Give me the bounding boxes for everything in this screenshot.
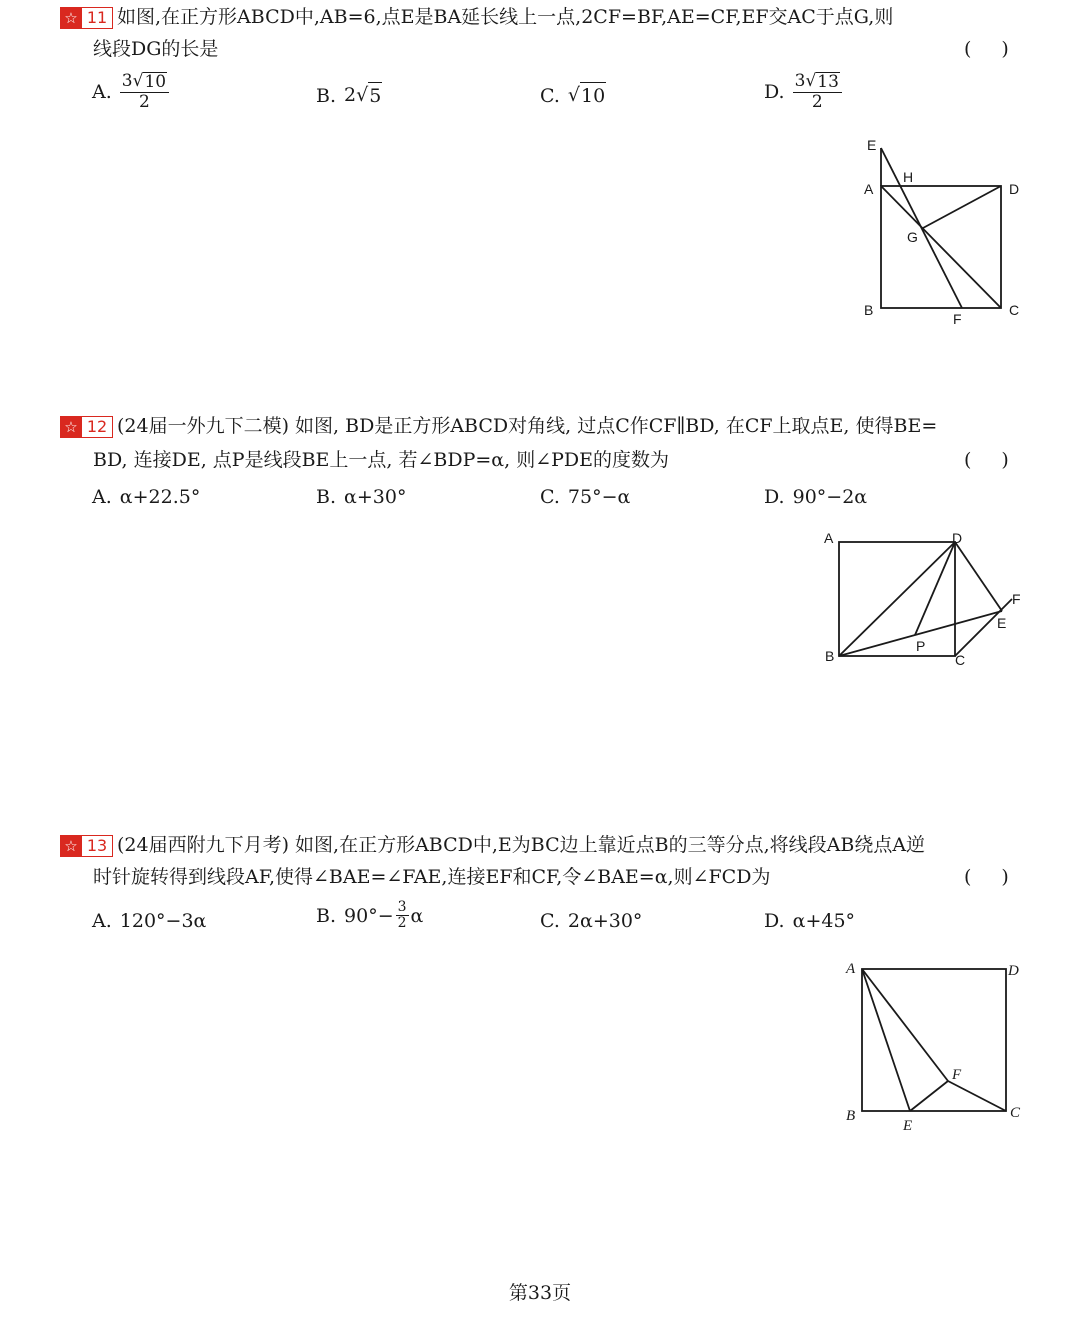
- option-c[interactable]: [540, 908, 642, 934]
- label-f: F: [953, 311, 962, 327]
- option-d[interactable]: [764, 72, 842, 112]
- option-value: 75°−α: [567, 486, 631, 508]
- figure-12: [815, 525, 1035, 679]
- option-letter: D.: [764, 81, 785, 103]
- option-d[interactable]: [764, 908, 855, 934]
- star-icon: ☆: [60, 416, 82, 438]
- option-value: α+45°: [792, 910, 856, 932]
- option-letter: C.: [540, 910, 560, 932]
- option-a[interactable]: [92, 484, 200, 510]
- option-b[interactable]: [316, 484, 406, 510]
- question-13-text-1: (24届西附九下月考) 如图,在正方形ABCD中,E为BC边上靠近点B的三等分点,将线段AB绕点A逆: [117, 834, 926, 856]
- option-fraction: 3√ 13 2: [793, 72, 842, 112]
- segment-cf: [948, 1081, 1006, 1111]
- option-c[interactable]: [540, 82, 606, 109]
- segment-dg: [923, 186, 1001, 228]
- option-value: α+22.5°: [119, 486, 201, 508]
- segment-af: [862, 969, 948, 1081]
- segment-ef: [910, 1081, 948, 1111]
- question-12-text-1: (24届一外九下二模) 如图, BD是正方形ABCD对角线, 过点C作CF∥BD, 在CF上取点E, 使得BE=: [117, 415, 938, 437]
- question-12-line2: BD, 连接DE, 点P是线段BE上一点, 若∠BDP=α, 则∠PDE的度数为: [93, 449, 670, 471]
- option-letter: A.: [92, 81, 112, 103]
- label-p: P: [916, 638, 926, 654]
- option-b[interactable]: [316, 900, 423, 931]
- label-e: E: [867, 137, 877, 153]
- option-d[interactable]: [764, 484, 867, 510]
- answer-paren: (): [964, 38, 1039, 60]
- diagonal-ac: [881, 186, 1001, 308]
- question-13-line2: 时针旋转得到线段AF,使得∠BAE=∠FAE,连接EF和CF,令∠BAE=α,则∠FCD为: [93, 866, 771, 888]
- question-number: 13: [82, 835, 113, 857]
- option-value: 2α+30°: [567, 910, 643, 932]
- option-fraction: 3√ 10 2: [120, 72, 169, 112]
- label-b: B: [864, 302, 874, 318]
- option-value: 2√ 5: [344, 84, 382, 107]
- label-a: A: [824, 530, 834, 546]
- question-number: 12: [82, 416, 113, 438]
- option-value-pre: 90°−: [344, 904, 394, 927]
- label-d: D: [1009, 181, 1020, 197]
- option-value: 90°−2α: [792, 486, 868, 508]
- label-e: E: [997, 615, 1007, 631]
- option-letter: D.: [764, 910, 785, 932]
- question-11-badge: [60, 7, 113, 29]
- label-d: D: [1008, 963, 1019, 979]
- label-g: G: [907, 229, 918, 245]
- option-letter: B.: [316, 486, 337, 508]
- square-abcd: [862, 969, 1006, 1111]
- geometry-diagram: [840, 955, 1030, 1140]
- answer-paren: (): [964, 866, 1039, 888]
- question-number: 11: [82, 7, 113, 29]
- label-b: B: [846, 1108, 856, 1124]
- diagonal-bd: [839, 542, 955, 656]
- label-e: E: [903, 1118, 913, 1134]
- label-c: C: [1009, 302, 1020, 318]
- option-fraction: $\frac{3}{2}$: [397, 899, 407, 931]
- question-13-badge: [60, 835, 113, 857]
- segment-de: [955, 542, 1002, 611]
- question-13-line1: [60, 832, 925, 858]
- option-value: √ 10: [567, 84, 606, 107]
- geometry-diagram: [855, 130, 1035, 330]
- option-value: α+30°: [344, 486, 407, 508]
- figure-11: [855, 130, 1035, 334]
- question-12-badge: [60, 416, 113, 438]
- question-12-line1: [60, 413, 937, 439]
- option-letter: B.: [316, 904, 337, 927]
- geometry-diagram: [815, 525, 1035, 675]
- segment-dp: [915, 542, 955, 635]
- option-a[interactable]: [92, 908, 206, 934]
- option-letter: D.: [764, 486, 785, 508]
- label-c: C: [955, 652, 966, 668]
- label-a: A: [864, 181, 874, 197]
- label-b: B: [825, 648, 835, 664]
- star-icon: ☆: [60, 835, 82, 857]
- option-letter: A.: [92, 910, 112, 932]
- label-f: F: [952, 1067, 962, 1083]
- star-icon: ☆: [60, 7, 82, 29]
- option-b[interactable]: [316, 82, 382, 109]
- option-a[interactable]: [92, 72, 169, 112]
- label-a: A: [846, 961, 856, 977]
- option-letter: C.: [540, 84, 560, 107]
- option-value: 120°−3α: [119, 910, 207, 932]
- option-letter: B.: [316, 84, 337, 107]
- question-11-line2: 线段DG的长是: [93, 38, 219, 60]
- option-c[interactable]: [540, 484, 630, 510]
- segment-ae: [862, 969, 910, 1111]
- answer-paren: (): [964, 449, 1039, 471]
- figure-13: [840, 955, 1030, 1144]
- label-c: C: [1010, 1105, 1021, 1121]
- label-h: H: [903, 169, 914, 185]
- page-number: 第33页: [508, 1282, 572, 1304]
- question-11-line1: [60, 4, 893, 30]
- label-d: D: [952, 530, 963, 546]
- option-letter: C.: [540, 486, 560, 508]
- label-f: F: [1012, 591, 1021, 607]
- option-value-post: α: [410, 904, 424, 927]
- question-11-text-1: 如图,在正方形ABCD中,AB=6,点E是BA延长线上一点,2CF=BF,AE=CF,EF交AC于点G,则: [117, 6, 894, 28]
- option-letter: A.: [92, 486, 112, 508]
